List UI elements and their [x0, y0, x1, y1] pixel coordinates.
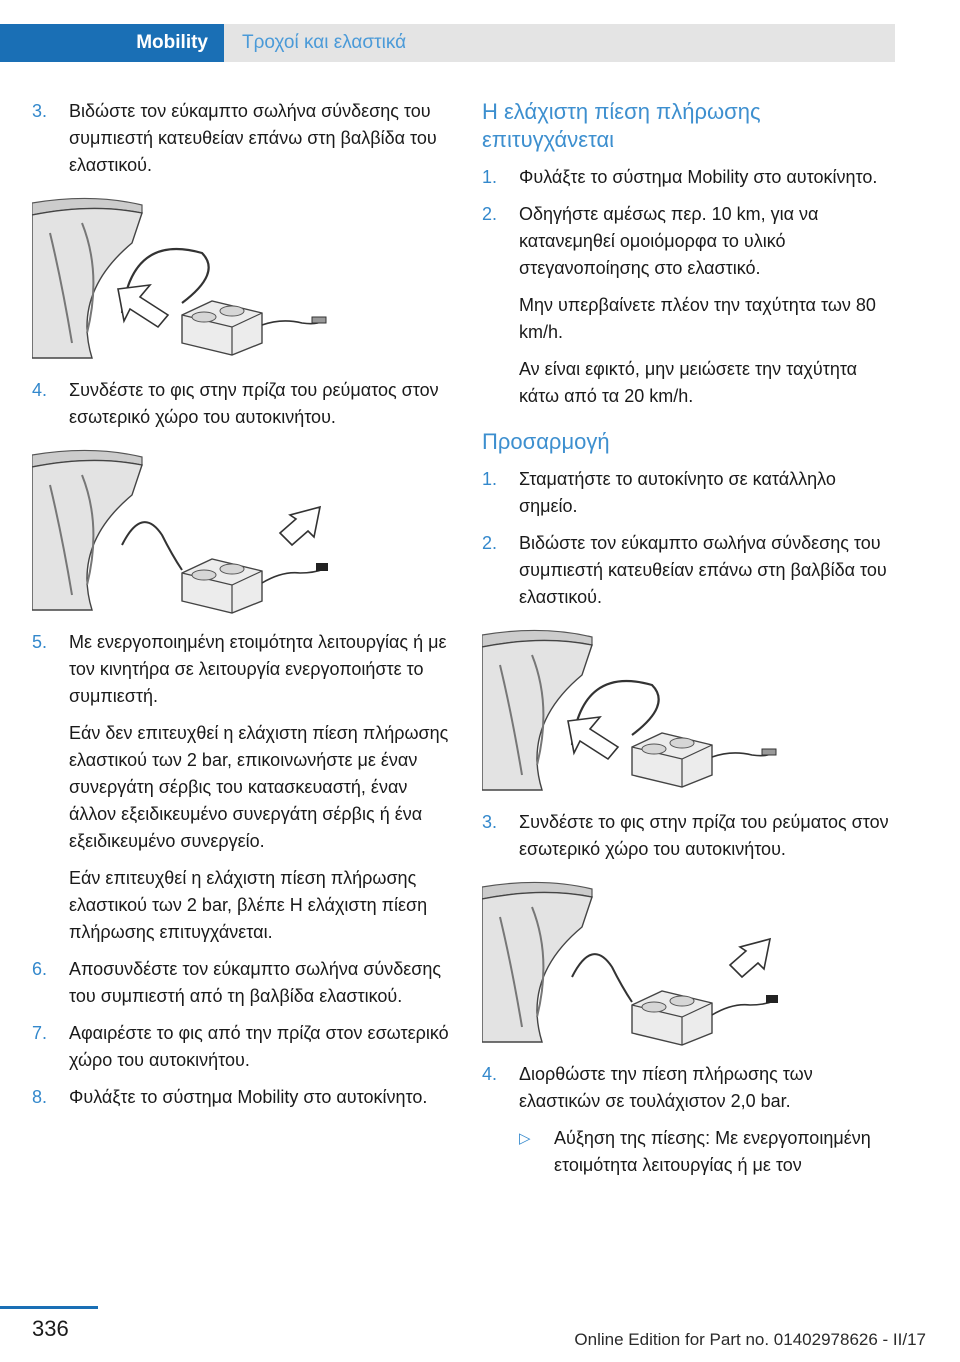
page-number: 336 — [32, 1316, 69, 1341]
step-text: Με ενεργοποιημένη ετοιμότητα λειτουργίας ή με τον κινητήρα σε λειτουργία ενεργοποιήστε το συμπιεστή. — [69, 632, 447, 706]
illustration-plug-in-socket — [32, 445, 450, 615]
step-text: Βιδώστε τον εύκαμπτο σωλήνα σύνδεσης του συμπιεστή κατευθείαν επάνω στη βαλβίδα του ελαστικού. — [519, 533, 887, 607]
step-text: Οδηγήστε αμέσως περ. 10 km, για να κατανεμηθεί ομοιόμορφα το υλικό στεγανοποίησης στο ελαστικό. — [519, 204, 819, 278]
step-a1 — [482, 164, 894, 191]
step-7 — [32, 1020, 450, 1074]
step-number: 1. — [482, 469, 498, 489]
step-3 — [32, 98, 450, 179]
step-b4 — [482, 1061, 894, 1115]
step-b1 — [482, 466, 894, 520]
step-text: Φυλάξτε το σύστημα Mobility στο αυτοκίνητο. — [69, 1087, 428, 1107]
step-number: 6. — [32, 959, 48, 979]
step-number: 1. — [482, 167, 498, 187]
section-heading-min-pressure: Η ελάχιστη πίεση πλήρωσης επιτυγχάνεται — [482, 99, 761, 152]
step-text: Συνδέστε το φις στην πρίζα του ρεύματος στον εσωτερικό χώρο του αυτοκινήτου. — [69, 380, 439, 427]
page-header — [0, 24, 895, 62]
step-text: Βιδώστε τον εύκαμπτο σωλήνα σύνδεσης του συμπιεστή κατευθείαν επάνω στη βαλβίδα του ελαστικού. — [69, 101, 437, 175]
step-b2 — [482, 530, 894, 611]
sub-bullet — [519, 1125, 894, 1179]
footer-edition-text: Online Edition for Part no. 01402978626 - II/17 — [574, 1330, 926, 1349]
right-column — [482, 98, 894, 1179]
section-tab-mobility[interactable]: Mobility — [0, 24, 224, 62]
step-a2 — [482, 201, 894, 282]
illustration-plug-in-socket — [482, 877, 894, 1047]
footer-rule — [0, 1306, 98, 1309]
step-text: Αφαιρέστε το φις από την πρίζα στον εσωτερικό χώρο του αυτοκινήτου. — [69, 1023, 449, 1070]
step-number: 8. — [32, 1087, 48, 1107]
section-heading-adjustment: Προσαρμογή — [482, 429, 610, 454]
step-number: 4. — [482, 1064, 498, 1084]
sub-bullet-text: Αύξηση της πίεσης: Με ενεργοποιημένη ετοιμότητα λειτουργίας ή με τον — [554, 1128, 871, 1175]
step-text: Αποσυνδέστε τον εύκαμπτο σωλήνα σύνδεσης του συμπιεστή από τη βαλβίδα ελαστικού. — [69, 959, 442, 1006]
illustration-hose-on-valve — [482, 625, 894, 795]
step-8 — [32, 1084, 450, 1111]
step-b3 — [482, 809, 894, 863]
step-number: 2. — [482, 204, 498, 224]
paragraph: Αν είναι εφικτό, μην μειώσετε την ταχύτητα κάτω από τα 20 km/h. — [519, 359, 858, 406]
step-6 — [32, 956, 450, 1010]
paragraph: Μην υπερβαίνετε πλέον την ταχύτητα των 80 km/h. — [519, 295, 876, 342]
paragraph-cross-reference[interactable]: Εάν επιτευχθεί η ελάχιστη πίεση πλήρωσης ελαστικού των 2 bar, βλέπε Η ελάχιστη πίεση πλήρωσης επιτυγχάνεται. — [69, 868, 428, 942]
section-tab-wheels-tires[interactable]: Τροχοί και ελαστικά — [224, 24, 895, 62]
step-number: 2. — [482, 533, 498, 553]
step-number: 3. — [482, 812, 498, 832]
paragraph: Εάν δεν επιτευχθεί η ελάχιστη πίεση πλήρωσης ελαστικού των 2 bar, επικοινωνήστε με έναν συνεργάτη σέρβις του κατασκευαστή, έναν άλλον εξειδικευμένο συνεργάτη σέρβις ή ένα εξειδικευμένο συνεργείο. — [69, 723, 449, 851]
step-4 — [32, 377, 450, 431]
step-text: Συνδέστε το φις στην πρίζα του ρεύματος στον εσωτερικό χώρο του αυτοκινήτου. — [519, 812, 889, 859]
step-number: 5. — [32, 632, 48, 652]
left-column — [32, 98, 450, 1121]
triangle-bullet-icon: ▷ — [519, 1130, 531, 1147]
step-number: 7. — [32, 1023, 48, 1043]
step-text: Διορθώστε την πίεση πλήρωσης των ελαστικών σε τουλάχιστον 2,0 bar. — [519, 1064, 813, 1111]
step-5 — [32, 629, 450, 710]
step-text: Σταματήστε το αυτοκίνητο σε κατάλληλο σημείο. — [519, 469, 836, 516]
step-number: 3. — [32, 101, 48, 121]
illustration-hose-on-valve — [32, 193, 450, 363]
step-number: 4. — [32, 380, 48, 400]
step-text: Φυλάξτε το σύστημα Mobility στο αυτοκίνητο. — [519, 167, 878, 187]
